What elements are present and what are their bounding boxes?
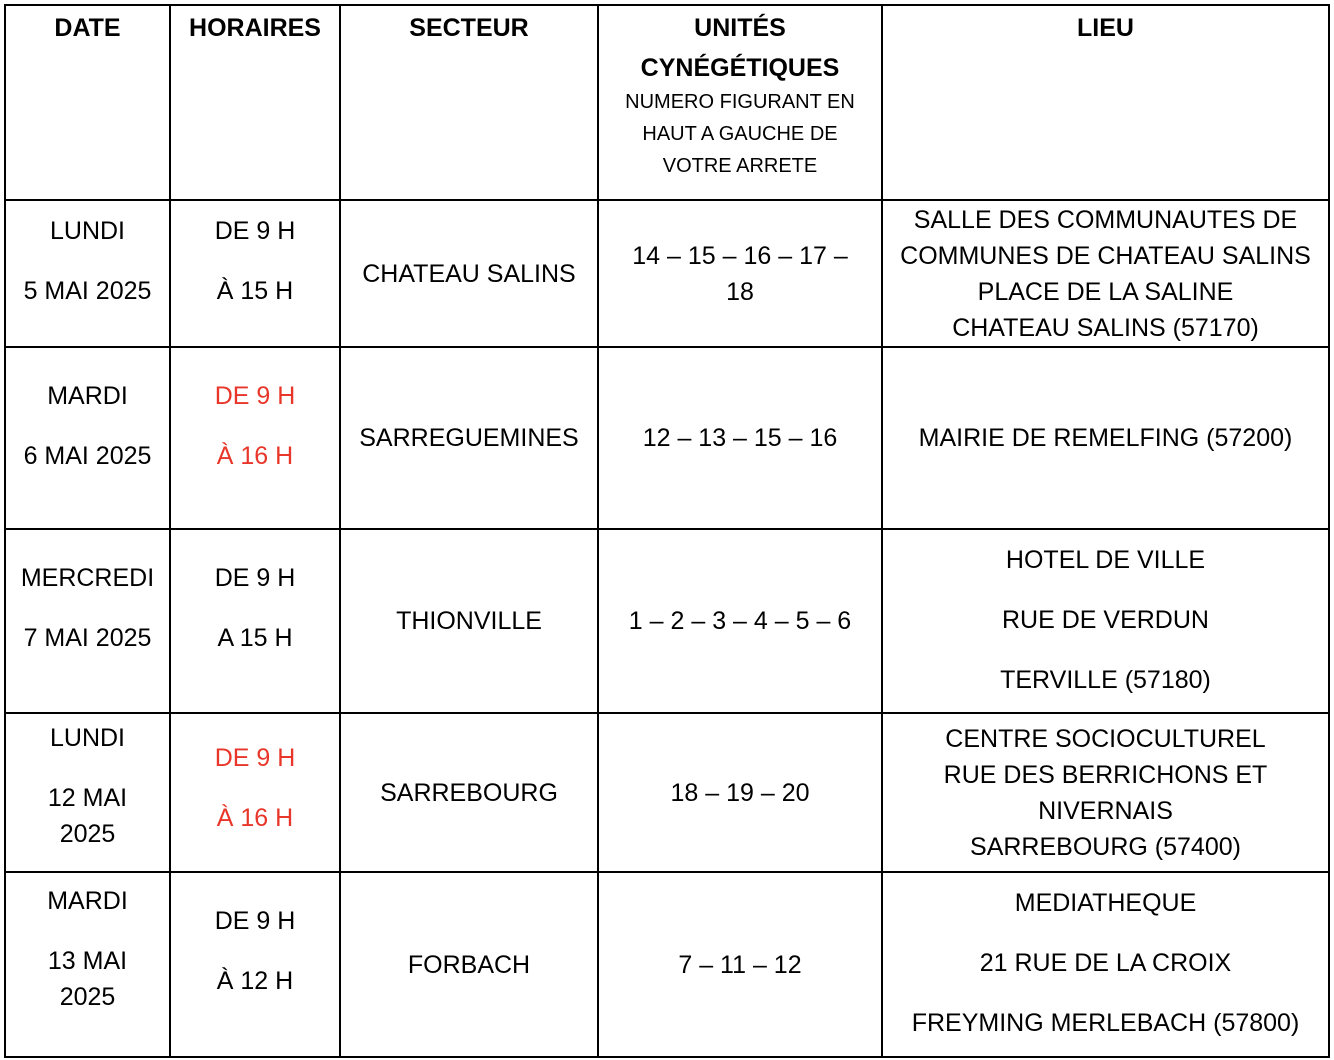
schedule-table [4,4,1330,1058]
hours-from: DE 9 H [214,217,296,245]
lieu-line: RUE DES BERRICHONS ET [943,760,1268,789]
day-label: MARDI [47,887,128,915]
lieu-line: MAIRIE DE REMELFING (57200) [918,424,1293,452]
header-date: DATE [5,5,170,200]
lieu-line: HOTEL DE VILLE [1005,546,1206,574]
header-lieu: LIEU [882,5,1329,200]
unites-line1: 14 – 15 – 16 – 17 – [632,241,848,270]
secteur-cell: SARREGUEMINES [340,347,598,529]
unites-cell: 18 – 19 – 20 [598,713,882,872]
date-label: 12 MAI [47,784,128,812]
secteur-cell: THIONVILLE [340,529,598,713]
lieu-line: MEDIATHEQUE [1014,889,1197,917]
lieu-line: RUE DE VERDUN [1002,606,1209,634]
header-secteur: SECTEUR [340,5,598,200]
date-cell [5,529,170,713]
day-label: MERCREDI [20,564,155,592]
lieu-cell [882,529,1329,713]
unites-cell: 1 – 2 – 3 – 4 – 5 – 6 [598,529,882,713]
hours-from: DE 9 H [214,382,296,410]
unites-cell [598,200,882,347]
unites-line2: 18 [726,277,754,306]
hours-to: À 16 H [216,804,294,832]
date-cell [5,200,170,347]
date-label: 13 MAI [47,947,128,975]
day-label: LUNDI [49,217,125,245]
table-row [5,347,1329,529]
hours-to: À 12 H [216,967,294,995]
table-row [5,713,1329,872]
hours-cell [170,529,340,713]
lieu-line: CENTRE SOCIOCULTUREL [945,724,1266,753]
hours-from: DE 9 H [214,744,296,772]
lieu-line: SALLE DES COMMUNAUTES DE [913,205,1298,234]
secteur-cell: FORBACH [340,872,598,1057]
hours-from: DE 9 H [214,564,296,592]
table-row [5,529,1329,713]
unites-cell: 7 – 11 – 12 [598,872,882,1057]
header-horaires: HORAIRES [170,5,340,200]
table-row [5,200,1329,347]
date-cell [5,713,170,872]
hours-to: À 15 H [216,277,294,305]
hours-to: A 15 H [217,624,293,652]
day-label: LUNDI [49,724,125,752]
date-cell [5,347,170,529]
day-label: MARDI [47,382,128,410]
date-label: 7 MAI 2025 [23,624,152,652]
header-unites-line2: CYNÉGÉTIQUES [640,54,840,82]
header-unites [598,5,882,200]
lieu-line: TERVILLE (57180) [1000,666,1211,694]
lieu-line: PLACE DE LA SALINE [977,277,1234,306]
date-year: 2025 [59,820,116,848]
table-row [5,872,1329,1057]
lieu-line: CHATEAU SALINS (57170) [952,313,1259,342]
header-unites-note-3: VOTRE ARRETE [662,155,818,177]
lieu-line: COMMUNES DE CHATEAU SALINS [900,241,1311,270]
lieu-cell [882,872,1329,1057]
hours-cell [170,872,340,1057]
hours-cell [170,713,340,872]
secteur-cell: CHATEAU SALINS [340,200,598,347]
date-year: 2025 [59,983,116,1011]
lieu-cell [882,347,1329,529]
date-label: 5 MAI 2025 [23,277,152,305]
hours-from: DE 9 H [214,907,296,935]
hours-cell [170,200,340,347]
lieu-line: FREYMING MERLEBACH (57800) [911,1009,1300,1037]
lieu-line: SARREBOURG (57400) [970,832,1241,861]
date-label: 6 MAI 2025 [23,442,152,470]
lieu-cell [882,713,1329,872]
header-unites-note-1: NUMERO FIGURANT EN [625,91,855,113]
date-cell [5,872,170,1057]
lieu-line: NIVERNAIS [1038,796,1173,825]
hours-to: À 16 H [216,442,294,470]
lieu-cell [882,200,1329,347]
secteur-cell: SARREBOURG [340,713,598,872]
unites-cell: 12 – 13 – 15 – 16 [598,347,882,529]
header-row [5,5,1329,200]
lieu-line: 21 RUE DE LA CROIX [979,949,1232,977]
hours-cell [170,347,340,529]
header-unites-line1: UNITÉS [694,14,786,42]
header-unites-note-2: HAUT A GAUCHE DE [642,123,838,145]
